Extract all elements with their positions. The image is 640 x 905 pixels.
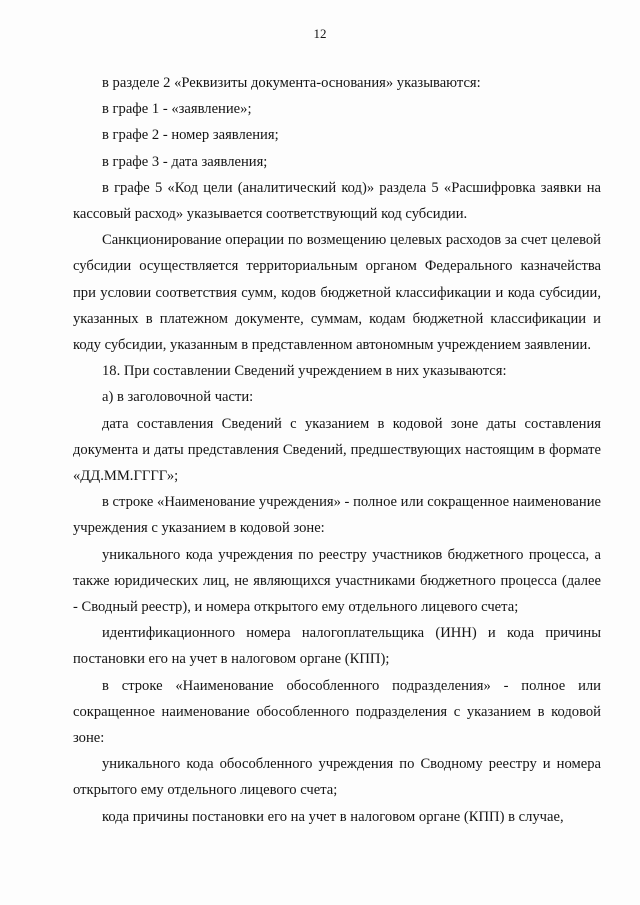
paragraph: в графе 1 - «заявление»; [102, 101, 252, 118]
document-body [73, 70, 601, 830]
paragraph: в строке «Наименование учреждения» - полное или сокращенное наименование учреждения с указанием в кодовой зоне: [73, 494, 601, 537]
paragraph: кода причины постановки его на учет в налоговом органе (КПП) в случае, [102, 808, 564, 825]
paragraph: 18. При составлении Сведений учреждением в них указываются: [102, 363, 507, 380]
paragraph: в графе 3 - дата заявления; [102, 153, 268, 170]
paragraph: уникального кода учреждения по реестру участников бюджетного процесса, а также юридических лиц, не являющихся участниками бюджетного процесса (далее - Сводный реестр), и номера открытого ему отдельного лицевого счета; [73, 546, 601, 616]
paragraph: в графе 5 «Код цели (аналитический код)» раздела 5 «Расшифровка заявки на кассовый расход» указывается соответствующий код субсидии. [73, 179, 601, 223]
paragraph: уникального кода обособленного учреждения по Сводному реестру и номера открытого ему отдельного лицевого счета; [73, 756, 601, 799]
paragraph: дата составления Сведений с указанием в кодовой зоне даты составления документа и даты представления Сведений, предшествующих настоящим в формате «ДД.ММ.ГГГГ»; [73, 415, 601, 485]
paragraph: а) в заголовочной части: [102, 389, 254, 406]
paragraph: в графе 2 - номер заявления; [102, 127, 279, 144]
paragraph: Санкционирование операции по возмещению целевых расходов за счет целевой субсидии осуществляется территориальным органом Федерального казначейства при условии соответствия сумм, кодов бюджетной классификации и кода субсидии, указанных в платежном документе, суммам, кодам бюджетной классификации и коду субсидии, указанным в представленном автономным учреждением заявлении. [73, 232, 601, 354]
paragraph: идентификационного номера налогоплательщика (ИНН) и кода причины постановки его на учет в налоговом органе (КПП); [73, 625, 601, 668]
page-number: 12 [313, 26, 327, 41]
paragraph: в разделе 2 «Реквизиты документа-основания» указываются: [102, 75, 481, 91]
paragraph: в строке «Наименование обособленного подразделения» - полное или сокращенное наименование обособленного подразделения с указанием в кодовой зоне: [73, 677, 601, 747]
